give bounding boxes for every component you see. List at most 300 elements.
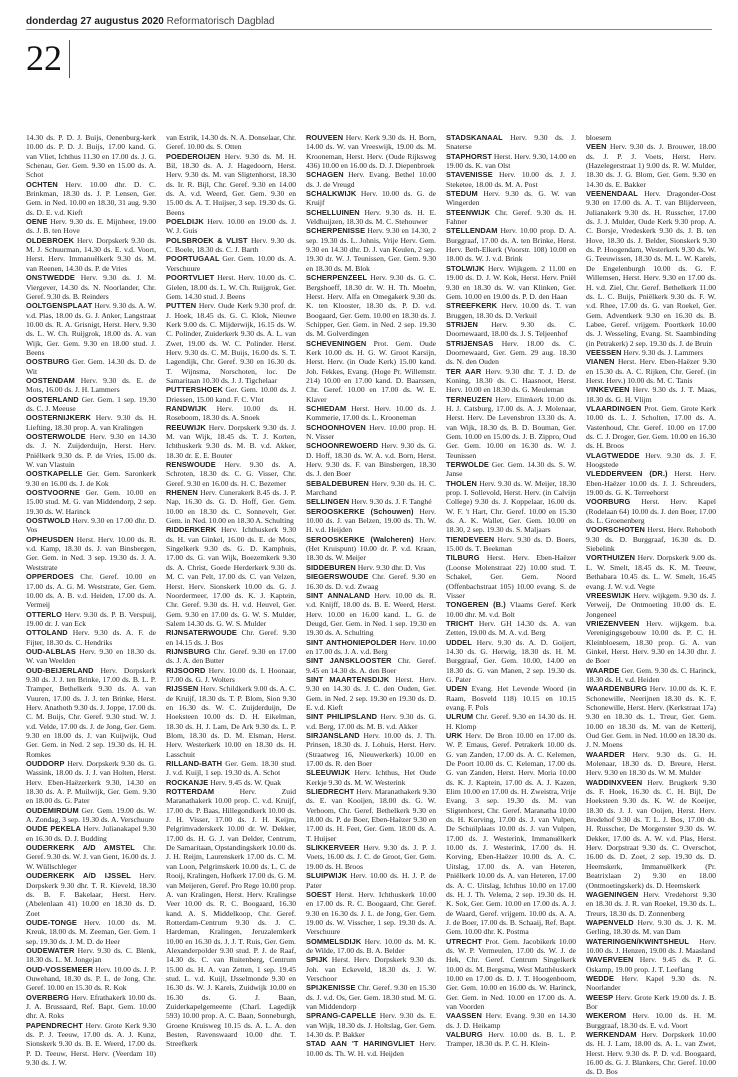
listing-entry bbox=[306, 983, 436, 1011]
listing-entry bbox=[306, 189, 436, 208]
entry-place-name: WAGENINGEN bbox=[586, 889, 639, 899]
entry-place-name: TERWOLDE bbox=[446, 460, 489, 470]
entry-place-name: VAASSEN bbox=[446, 1011, 482, 1021]
listing-entry bbox=[586, 404, 716, 451]
entry-service-text: 14.30 ds. P. D. J. Buijs, Oenenburg-kerk 10.00 ds. P. D. J. Buijs, 17.00 kand. G. van Vliet, Ichthus 11.30 en 17.00 ds. J. G. Schenau, Ger. Gem. 9.30 en 15.00 ds. A. Schot bbox=[26, 133, 156, 180]
listing-entry bbox=[306, 638, 436, 657]
listing-entry bbox=[26, 572, 156, 609]
entry-service-text: Herv. Wijkgem. 2 11.00 en 19.00 ds. D. J. W. Kok, Herst. Herv. Pniël 9.30 en 18.30 ds. W. van Klinken, Ger. Gem. 10.00 en 19.00 ds. P. D. den Haan bbox=[446, 263, 576, 301]
entry-service-text: Herv. 9.30 ds. G. v.d. Berg, 17.00 ds. M. B. v.d. Akker bbox=[306, 712, 436, 731]
entry-place-name: SIEGERSWOUDE bbox=[306, 572, 369, 582]
entry-service-text: Evang. Het Levende Woord (in Raam, Bosveld 118) 10.15 en 10.15 evang. F. Pols bbox=[446, 684, 576, 712]
entry-service-text: Ger. Gem. 10.00 ds. A. Verschuure bbox=[166, 254, 296, 273]
entry-service-text: Herv. 9.30 ds. J. M. Viergever, 14.30 ds. N. Noorlander, Chr. Geref. 9.30 ds. B. Reinders bbox=[26, 273, 157, 301]
listing-entry bbox=[26, 535, 156, 572]
entry-service-text: Herv. 9.30 en 18.30 ds. W. van Weelden bbox=[26, 646, 157, 666]
entry-place-name: VRIEZENVEEN bbox=[586, 618, 640, 628]
entry-service-text: Prot. Gem. Oude Kerk 10.00 ds. H. G. W. Groot Karsijn, Herst. Herv. (in Oude Kerk) 15.00 kand. Joh. Fekkes, Evang. (Hoge Pr. Willemstr. 214) 10.00 en 17.00 kand. D. Baarssen, Chr. Geref. 10.00 en 17.00 ds. W. E. Klaver bbox=[306, 338, 436, 404]
entry-service-text: Herv. Ichthuskerk 9.30 ds. H. van Ginkel, 16.00 ds. E. de Mots, Singelkerk 9.30 ds. G. D. Kamphuis, 17.00 ds. G. van Wijk, Boezemkerk 9.30 ds. A. Christ, Goede Herderkerk 9.30 ds. M. C. van Pelt, 17.00 ds. C. van Velzen, Herst. Herv. Sionskerk 10.00 ds. G. J. Noordermeer, 17.00 ds. K. J. Kaptein, Chr. Geref. 9.30 ds. H. v.d. Heuvel, Ger. Gem. 9.30 en 17.00 ds. G. W. S. Mulder, Salem 14.30 ds. G. W. S. Mulder bbox=[166, 525, 296, 628]
entry-place-name: VOORBURG bbox=[586, 497, 631, 507]
entry-place-name: SINT PHILIPSLAND bbox=[306, 712, 378, 722]
entry-service-text: Herv. Dorpskerk 9.30 ds. J. M. van Wijk, 18.45 ds. T. J. Korten, Ichthuskerk 9.30 ds. M. B. v.d. Akker, 18.30 dr. E. E. Bouter bbox=[166, 422, 296, 460]
entry-service-text: Herv. wijkgem. 9.30 ds. J. Verweij, De Ontmoeting 10.00 ds. E. Jongeneel bbox=[586, 590, 716, 619]
entry-place-name: VORTHUIZEN bbox=[586, 553, 636, 563]
listing-entry bbox=[306, 273, 436, 338]
listing-column-5 bbox=[586, 133, 716, 1077]
entry-service-text: Chr. Geref. 9.30 en 15.30 ds. J. v.d. Os, Ger. Gem. 18.30 stud. M. G. van Middendorp bbox=[306, 983, 436, 1011]
entry-service-text: Herv. 9.30 dhr. T. J. D. de Koning, 18.30 ds. C. Haasnoot, Herst. Herv. 10.00 en 18.30 ds. G. Meuleman bbox=[446, 366, 577, 395]
entry-place-name: SOMMELSDIJK bbox=[306, 936, 362, 946]
entry-service-text: Herv. Julianakapel 9.30 en 16.30 ds. D. J. Budding bbox=[26, 824, 157, 843]
entry-service-text: Herv. Evang. Bethel 10.00 ds. J. de Vreugd bbox=[306, 170, 436, 189]
entry-service-text: Herv. 10.00 ds. I. Hoonaar, 17.00 ds. G. J. Wolters bbox=[166, 665, 296, 684]
entry-service-text: Herv. 10.00 ds. J. van Belzen, 19.00 ds. Th. W. H. v.d. Heijden bbox=[306, 506, 436, 535]
entry-service-text: Herv. 10.00 ds. J. Th. Prinsen, 18.30 ds. J. Lohuis, Herst. Herv. (Straatweg 16, Nieuwerkerk) 10.00 en 17.00 ds. R. den Boer bbox=[306, 731, 436, 769]
entry-place-name: OUD-BEIJERLAND bbox=[26, 665, 94, 675]
listing-entry bbox=[166, 759, 296, 778]
entry-service-text: Herv. 9.30 ds. D. Boers, 15.00 ds. T. Beekman bbox=[446, 534, 576, 554]
entry-service-text: Ger. Gem. 19.00 ds. W. A. Zondag, 3 sep. 19.30 ds. A. Verschuure bbox=[26, 805, 156, 825]
entry-place-name: STRIJEN bbox=[446, 319, 478, 329]
entry-service-text: Herv. GH 14.30 ds. A. van Zetten, 19.00 ds. M. A. v.d. Berg bbox=[446, 618, 576, 638]
listing-entry bbox=[166, 460, 296, 488]
entry-service-text: Herv. 9.30 ds. G. D. Hoff, 18.30 ds. W. A. v.d. Born, Herst. Herv. 9.30 ds. F. van Binsbergen, 18.30 ds. J. den Boer bbox=[306, 441, 436, 479]
entry-service-text: Chr. Geref. 10.00 en 17.00 ds. A. G. M. Weststrate, Ger. Gem. 10.00 ds. A. B. v.d. Heiden, 17.00 ds. A. Vermeij bbox=[26, 572, 157, 610]
entry-place-name: OUD-ALBLAS bbox=[26, 646, 76, 656]
entry-place-name: OENE bbox=[26, 217, 48, 227]
entry-service-text: Chr. Geref. 9.30 ds. W. J. van Gent, 16.00 ds. J. W. Wüllschleger bbox=[26, 843, 156, 871]
listing-entry bbox=[586, 666, 716, 685]
entry-service-text: Herv. 9.30 ds. J. Snaterse bbox=[446, 133, 576, 152]
entry-place-name: WADDINXVEEN bbox=[586, 777, 643, 787]
entry-service-text: Herv. 10.00 prop. H. N. Visser bbox=[306, 422, 436, 441]
entry-place-name: ROUVEEN bbox=[306, 133, 344, 142]
entry-place-name: TERNEUZEN bbox=[446, 394, 493, 404]
listing-entry bbox=[306, 731, 436, 768]
listing-entry bbox=[446, 189, 576, 208]
entry-service-text: Herst. Herv. Ichthuskerk 10.00 en 17.00 ds. R. C. Boogaard, Chr. Geref. 9.30 en 16.30 ds. J. L. de Jong, Ger. Gem. 19.00 ds. W. Visscher, 1 sep. 19.30 ds. A. Verschuure bbox=[306, 889, 436, 937]
listing-entry bbox=[446, 170, 576, 189]
listing-entry bbox=[586, 591, 716, 619]
listing-entry bbox=[26, 376, 156, 395]
entry-service-text: Herst. Herv. 10.00 ds. J. Kommerie, 17.00 ds. L. Krooneman bbox=[306, 403, 436, 423]
listing-entry bbox=[26, 647, 156, 666]
entry-service-text: Herv. 9.30 ds. G. H. Molenaar, 18.30 ds. D. Breure, Herst. Herv. 9.30 en 18.30 ds. W. M. Mulder bbox=[586, 749, 716, 778]
entry-place-name: OOSTERLAND bbox=[26, 394, 79, 404]
listing-entry bbox=[26, 488, 156, 516]
listing-entry bbox=[446, 208, 576, 227]
entry-service-text: Herv. 9.30 en 14.30, 2 sep. 19.30 ds. L. Johnis, Vrije Herv. Gem. 9.30 en 14.30 dhr. D. J. van Keulen, 2 sep. 19.30 dr. W. J. Teunissen, Ger. Gem. 9.30 en 18.30 ds. M. Blok bbox=[306, 226, 436, 273]
listing-entry bbox=[586, 890, 716, 918]
listing-entry bbox=[26, 628, 156, 647]
entry-place-name: VLAARDINGEN bbox=[586, 403, 642, 413]
listing-entry bbox=[446, 301, 576, 320]
entry-service-text: Herv. 10.00 ds. B. L. P. Tramper, 18.30 ds. P. C. H. Klein- bbox=[446, 1030, 577, 1049]
entry-service-text: Ger. Gem. 14.30 ds. D. de Wit bbox=[26, 357, 156, 376]
entry-place-name: SPRANG-CAPELLE bbox=[306, 1011, 376, 1021]
listing-entry bbox=[586, 993, 716, 1012]
entry-place-name: SCHOONREWOERD bbox=[306, 441, 379, 451]
entry-service-text: Herv. Dorpskerk 9.30 ds. M. J. Schuurman, 14.30 ds. E. v.d. Voort, Herst. Herv. Immanuëlkerk 9.30 ds. M. van Reenen, 14.30 ds. P. de Vries bbox=[26, 235, 156, 273]
entry-place-name: OUDE PEKELA bbox=[26, 824, 81, 834]
listing-entry bbox=[306, 1011, 436, 1039]
entry-service-text: Herv. 9.30 ds. E. Mijnheer, 19.00 ds. J. B. ten Hove bbox=[26, 217, 156, 236]
entry-place-name: SLUIPWIJK bbox=[306, 871, 348, 881]
entry-service-text: Herv. 9.30 ds. H. E. Veldhuijzen, 18.30 ds. M. C. Stehouwer bbox=[306, 207, 436, 227]
entry-place-name: WEKEROM bbox=[586, 1011, 627, 1021]
entry-service-text: Herst. Herv. Rehoboth 9.30 ds. D. Burggraaf, 16.30 ds. D. Siebelink bbox=[586, 525, 716, 554]
entry-service-text: Herv. 9.30 ds. A. W. v.d. Plas, 18.00 ds. G. J. Anker, Langstraat 10.00 ds. R. A. Grisnigt, Herst. Herv. 9.30 ds. L. W. Ch. Ruijgrok, 18.00 ds. A. van Wijk, Ger. Gem. 9.30 en 18.00 stud. J. Beens bbox=[26, 301, 156, 357]
entry-place-name: OOLTGENSPLAAT bbox=[26, 301, 93, 311]
entry-place-name: SINT MAARTENSDIJK bbox=[306, 674, 390, 684]
entry-place-name: VALBURG bbox=[446, 1030, 483, 1039]
entry-service-text: Herv. Vredehorst 9.30 en 18.30 ds. J. R. van Roekel, 19.30 ds. L. Treurs, 18.30 ds. D. Zonnenberg bbox=[586, 889, 716, 918]
entry-service-text: Herst. Herv. Kapel (Rodelaan 64) 10.00 ds. J. den Boer, 17.00 ds. L. Groenenberg bbox=[586, 497, 716, 526]
listing-entry bbox=[446, 460, 576, 479]
entry-service-text: Ger. Gem. Saronkerk 9.30 en 16.00 ds. J. de Kok bbox=[26, 469, 157, 488]
listing-entry bbox=[26, 180, 156, 217]
listing-entry bbox=[306, 591, 436, 638]
entry-service-text: Herv. 10.00 ds. M. K. de Wilde, 17.00 ds. B. A. Belder bbox=[306, 936, 436, 955]
entry-service-text: Herst. Herv. 10.00 ds. C. Gielen, 18.00 ds. L. W. Ch. Ruijgrok, Ger. Gem. 14.30 stud. J. Beens bbox=[166, 273, 296, 301]
entry-place-name: STAVENISSE bbox=[446, 170, 493, 180]
listing-entry bbox=[26, 357, 156, 376]
entry-place-name: RIJNSBURG bbox=[166, 646, 211, 656]
entry-service-text: Herv. (Het Kruispunt) 10.00 dr. P. v.d. Kraan, 18.30 ds. W. Meijer bbox=[306, 534, 436, 563]
entry-service-text: Herv. 10.00 ds. Th. W. H. v.d. Heijden bbox=[306, 1039, 436, 1058]
entry-place-name: OUDEWATER bbox=[26, 945, 75, 955]
listing-entry bbox=[306, 787, 436, 843]
entry-place-name: POELDIJK bbox=[166, 217, 204, 227]
entry-service-text: Herv. 9.30 ds. C. Doornewaard, 18.00 ds. J. S. Teljeenhof bbox=[446, 319, 576, 339]
listing-entry bbox=[306, 507, 436, 535]
entry-place-name: STOLWIJK bbox=[446, 263, 485, 273]
listing-entry bbox=[306, 1039, 436, 1058]
entry-place-name: SCHAGEN bbox=[306, 170, 344, 180]
header-rule bbox=[26, 29, 712, 30]
listing-entry bbox=[306, 768, 436, 787]
entry-place-name: SPIJK bbox=[306, 955, 328, 965]
header-date: donderdag 27 augustus 2020 bbox=[26, 16, 164, 27]
listing-entry bbox=[166, 254, 296, 273]
entry-place-name: OUDERKERK A/D IJSSEL bbox=[26, 871, 131, 881]
listing-entry bbox=[26, 236, 156, 273]
listing-entry bbox=[26, 469, 156, 488]
entry-service-text: Herv. 9.30 ds. J. K. M. Gerling, 18.30 ds. M. van Dam bbox=[586, 917, 716, 937]
listing-entry bbox=[306, 535, 436, 563]
listing-entry bbox=[26, 946, 156, 965]
entry-place-name: SCHIEDAM bbox=[306, 403, 347, 413]
entry-place-name: RIJSSEN bbox=[166, 684, 199, 694]
entry-place-name: SEROOSKERKE (Walcheren) bbox=[306, 534, 414, 544]
entry-place-name: OUDDORP bbox=[26, 759, 65, 769]
listing-entry bbox=[166, 488, 296, 525]
entry-service-text: Herv. 18.00 ds. C. Doornewaard, Ger. Gem. 29 aug. 18.30 ds. N. den Ouden bbox=[446, 338, 576, 367]
entry-service-text: Herv. 9.30 ds. C. Boele, 18.30 ds. C. J. Barth bbox=[166, 235, 297, 255]
entry-service-text: Herv. 9.30 dhr. D. Vos bbox=[357, 562, 426, 572]
entry-service-text: Herst. Herv. 9.30 en 14.30 ds. J. C. den Ouden, Ger. Gem. in Ned. 2 sep. 19.30 en 19.30 ds. D. E. v.d. Kieft bbox=[306, 674, 436, 712]
listing-entry bbox=[586, 1030, 716, 1077]
listing-entry bbox=[446, 1011, 576, 1030]
entry-place-name: SCHERPENZEEL bbox=[306, 273, 368, 283]
entry-service-text: Herv. Dorpskerk 9.30 dhr. T. R. Kieveld, 18.30 ds. B. F. Bakelaar, Herst. Herv. (Abelenlaan 41) 10.00 en 18.30 ds. D. Zoet bbox=[26, 871, 156, 918]
entry-service-text: Herv. 9.30 ds. H. Liefting, 18.30 prop. A. van Kralingen bbox=[26, 413, 156, 432]
entry-place-name: OOSTENDAM bbox=[26, 375, 75, 385]
entry-place-name: PUTTERSHOEK bbox=[166, 385, 223, 395]
entry-place-name: ROTTERDAM bbox=[166, 787, 215, 797]
listing-entry bbox=[26, 610, 156, 629]
entry-service-text: Herv. 9.45 ds. W. Quak bbox=[210, 777, 281, 787]
listing-entry bbox=[446, 320, 576, 339]
entry-service-text: Herv. 10.00 ds. H. M. Burggraaf, 18.30 ds. E. v.d. Voort bbox=[586, 1011, 716, 1030]
entry-place-name: OUDERKERK A/D AMSTEL bbox=[26, 843, 135, 853]
entry-place-name: WAARDE bbox=[586, 665, 620, 675]
entry-service-text: Herv. 9.30 en 14.30 ds. J. N. Zuijderduijn, Herst. Herv. Pniëlkerk 9.30 ds. P. de Vries, 15.00 ds. W. van Vlastuin bbox=[26, 432, 156, 470]
entry-service-text: Chr. Geref. 9.45 en 14.30 ds. A. den Boer bbox=[306, 656, 436, 675]
entry-place-name: OOSTVOORNE bbox=[26, 488, 80, 498]
entry-place-name: PUTTEN bbox=[166, 301, 197, 311]
listing-entry bbox=[26, 273, 156, 301]
listing-entry bbox=[586, 974, 716, 993]
listing-entry bbox=[586, 778, 716, 890]
listing-entry bbox=[446, 152, 576, 171]
entry-service-text: Herv. Ichthus, Het Oude Kerkje 9.30 ds. M. W. Westerink bbox=[306, 768, 436, 787]
entry-service-text: Herv. 9.45 ds. P. G. Oskamp, 19.00 prop. J. T. Leeflang bbox=[586, 955, 717, 974]
entry-place-name: RILLAND-BATH bbox=[166, 759, 223, 769]
listing-column-1 bbox=[26, 133, 156, 1077]
entry-service-text: Herv. Grote Kerk 9.30 ds. P. J. Teeuw, 17.00 ds. A. J. Kunz, Sionskerk 9.30 ds. B. E. Weerd, 17.00 ds. P. D. Teeuw, Herst. Herv. (Veerdam 10) 9.30 ds. J. W. bbox=[26, 1020, 156, 1068]
entry-service-text: Herv. 9.30 ds. C. Blenk, 18.30 ds. L. M. Jongejan bbox=[26, 945, 156, 965]
entry-service-text: Herst. Herv. Eben-Haëzer 9.30 en 15.30 ds. A. C. Rijken, Chr. Geref. (in Herst. Herv.) 10.00 ds. M. C. Tanis bbox=[586, 357, 716, 385]
entry-place-name: OPHEUSDEN bbox=[26, 534, 74, 544]
header-newspaper-name: Reformatorisch Dagblad bbox=[166, 16, 275, 27]
church-services-listing bbox=[26, 133, 717, 1077]
entry-place-name: SLIEDRECHT bbox=[306, 787, 355, 797]
listing-entry bbox=[306, 479, 436, 498]
listing-entry bbox=[586, 955, 716, 974]
listing-entry bbox=[586, 684, 716, 749]
entry-place-name: SCHOONHOVEN bbox=[306, 422, 366, 432]
listing-entry bbox=[306, 843, 436, 871]
entry-place-name: TONGEREN (B.) bbox=[446, 600, 506, 610]
listing-entry bbox=[586, 525, 716, 553]
listing-entry bbox=[306, 497, 436, 506]
entry-service-text: Herv. Evang. 9.30 en 14.30 ds. J. D. Heikamp bbox=[446, 1011, 576, 1030]
listing-entry bbox=[586, 348, 716, 357]
entry-place-name: OVERBERG bbox=[26, 992, 70, 1002]
entry-place-name: OOSTBURG bbox=[26, 357, 70, 367]
entry-place-name: STEDUM bbox=[446, 189, 478, 199]
entry-service-text: Herv. 10.00 ds. H. J. P. de Pater bbox=[306, 871, 436, 890]
entry-service-text: Herv. Cunerakerk 8.45 ds. J. P. Nap, 16.30 ds. G. D. Hoff, Ger. Gem. 10.00 en 18.30 ds. C. Sonnevelt, Ger. Gem. in Ned. 10.00 en 18.30 A. Schulting bbox=[166, 488, 296, 526]
listing-entry bbox=[166, 628, 296, 647]
listing-entry bbox=[166, 385, 296, 404]
listing-entry bbox=[446, 339, 576, 367]
entry-place-name: OLDEBROEK bbox=[26, 235, 75, 245]
entry-place-name: SOEST bbox=[306, 889, 332, 899]
entry-place-name: SIDDEBUREN bbox=[306, 562, 356, 572]
listing-entry bbox=[166, 778, 296, 787]
entry-service-text: Herv. Oude Kerk 9.30 prof. dr. J. Hoek, 18.45 ds. G. C. Klok, Nieuwe Kerk 9.00 ds. C. Mijderwijk, 16.15 ds. W. C. Polinder, Zuiderkerk 9.30 ds. A. L. van Zwet, 19.00 ds. W. C. Polinder. Herst. Herv. 9.30 ds. C. M. Buijs, 16.00 ds. S. T. Lagendijk, Chr. Geref. 9.30 en 16.30 ds. T. Wijnsma, Norschoten, loc. De Samaritaan 10.30 ds. J. J. Tigchelaar bbox=[166, 301, 296, 385]
entry-service-text: Herv. 9.30 ds. H. C. Marchand bbox=[306, 478, 436, 498]
entry-place-name: WAARDENBURG bbox=[586, 684, 648, 694]
entry-service-text: Herv. 9.30 ds. J. F. Tanghé bbox=[351, 497, 432, 507]
listing-entry bbox=[306, 675, 436, 712]
listing-column-2 bbox=[166, 133, 296, 1077]
entry-place-name: WAVERVEEN bbox=[586, 955, 634, 965]
entry-service-text: Herv. 9.30 ds. P. B. Verspuij, 19.00 dr. J. van Eck bbox=[26, 609, 156, 628]
entry-place-name: REEUWIJK bbox=[166, 422, 206, 432]
entry-place-name: WATERINGEN/KWINTSHEUL bbox=[586, 936, 689, 946]
entry-place-name: TRICHT bbox=[446, 618, 474, 628]
entry-service-text: Herv. Grote Kerk 19.00 ds. J. B. Bor bbox=[586, 992, 716, 1011]
entry-service-text: Herv. 10.00 ds. K. F. Schonewille, Neerijnen 18.30 ds. K. F. Schonewille, Herst. Herv. (Kerkstraat 17a) 9.30 en 18.30 ds. L. Treur, Ger. Gem. 10.00 en 18.30 ds. M. van de Ketterij, Oud Ger. Gem. in Ned. 10.00 en 18.30 ds. J. N. Moens bbox=[586, 684, 716, 750]
entry-service-text: van Estrik, 14.30 ds. N. A. Donselaar, Chr. Geref. 10.00 ds. S. Otten bbox=[166, 133, 296, 152]
entry-place-name: STRIJENSAS bbox=[446, 338, 494, 348]
listing-entry bbox=[26, 516, 156, 535]
entry-place-name: VEEN bbox=[586, 142, 607, 152]
entry-service-text: Chr. Geref. 9.30 en 14.30 ds. H. H. Klomp bbox=[446, 712, 576, 731]
listing-entry bbox=[586, 1011, 716, 1030]
listing-entry bbox=[586, 385, 716, 404]
listing-entry bbox=[306, 170, 436, 189]
listing-entry bbox=[446, 731, 576, 937]
listing-entry bbox=[26, 824, 156, 843]
entry-place-name: TILBURG bbox=[446, 553, 480, 563]
entry-place-name: TIENDEVEEN bbox=[446, 534, 495, 544]
entry-service-text: Ger. Gem. 14.30 ds. S. W. Janse bbox=[446, 460, 576, 479]
listing-entry bbox=[26, 432, 156, 469]
entry-place-name: OOSTERWOLDE bbox=[26, 432, 86, 441]
entry-service-text: Herv. 10.00 ds. R. v.d. Knijff, 18.00 ds. B. E. Weerd, Herst. Herv. 10.00 en 16.00 kand. L. G. de Deugd, Ger. Gem. in Ned. 1 sep. 19.30 en 19.30 ds. A. Schulting bbox=[306, 590, 437, 638]
listing-entry bbox=[586, 918, 716, 937]
entry-service-text: Vlaams Geref. Kerk 10.00 dhr. M. v.d. Bolt bbox=[446, 600, 576, 619]
entry-place-name: UTRECHT bbox=[446, 936, 483, 946]
listing-entry bbox=[446, 600, 576, 619]
entry-place-name: SCHERPENISSE bbox=[306, 226, 366, 236]
listing-entry bbox=[166, 684, 296, 759]
entry-place-name: SLIKKERVEER bbox=[306, 843, 360, 853]
entry-service-text: Prot. Gem. Grote Kerk 10.00 ds. L. J. Scholten, 17.00 ds. A. Vastenhoud, Chr. Geref. 10.00 en 17.00 ds. C. J. Droger, Ger. Gem. 10.00 en 16.30 ds. H. Broos bbox=[586, 403, 716, 451]
listing-entry bbox=[306, 563, 436, 572]
entry-place-name: OUD-VOSSEMEER bbox=[26, 964, 94, 974]
entry-place-name: WAPENVELD bbox=[586, 917, 634, 927]
page-header bbox=[26, 16, 712, 27]
entry-service-text: Herv. 9.30 ds. A. D. Goijert, 14.30 ds. G. Herwig, 18.30 ds. H. M. Burggraaf, Ger. Gem. 10.00, 14.00 en 18.30 ds. G. van Manen, 2 sep. 19.30 ds. G. Pater bbox=[446, 637, 576, 684]
entry-place-name: OTTERLO bbox=[26, 609, 63, 619]
listing-entry bbox=[306, 423, 436, 442]
listing-entry bbox=[166, 787, 296, 1049]
listing-entry bbox=[166, 301, 296, 385]
listing-entry bbox=[446, 264, 576, 301]
entry-place-name: OOSTKAPELLE bbox=[26, 469, 83, 479]
entry-service-text: Herv. 10.00 ds. J. P. Ouwehand, 18.30 ds. P. L. de Jong, Chr. Geref. 10.00 en 15.30 ds. R. Kok bbox=[26, 964, 156, 993]
listing-entry bbox=[586, 619, 716, 666]
entry-service-text: Herst. Herv. 9.30, 14.00 en 19.00 ds. K. van Olst bbox=[446, 151, 576, 171]
listing-entry bbox=[446, 226, 576, 263]
entry-service-text: Chr. Geref. 9.30 en 17.00 ds. J. A. den Butter bbox=[166, 646, 297, 666]
entry-service-text: Chr. Geref. 9.30 en 14.15 ds. J. Bos bbox=[166, 628, 296, 647]
entry-service-text: Herv. 10.00 ds. M. Kreuk, 18.00 ds. M. Zeeman, Ger. Gem. 1 sep. 19.30 ds. J. M. D. de Heer bbox=[26, 917, 156, 946]
entry-service-text: Herv. 9.30 ds. W. Meijer, 18.30 prop. I. Sollevold, Herst. Herv. (in Calvijn College) 9.30 ds. J. Koppelaar, 16.00 ds. W. F. 't Hart, Chr. Geref. 10.00 en 15.30 ds. A. K. Wallet, Ger. Gem. 10.00 en 18.30, 2 sep. 19.30 ds. S. Maljaars bbox=[446, 478, 577, 535]
listing-entry bbox=[306, 226, 436, 273]
entry-place-name: UDDEL bbox=[446, 637, 472, 647]
entry-service-text: Chr. Geref. 9.30 ds. H. Fahner bbox=[446, 207, 576, 227]
entry-service-text: Herv. Schildkerk 9.00 ds. A. C. de Kruijf, 18.30 ds. T. P. Blom, Sion 9.30 en 16.30 ds. W. C. Zuijderduijn, De Hoeksteen 10.00 ds. D. H. Eikelman, 18.30 ds. H. J. Lam, De Ark 9.30 ds. L. P. Blom, 18.30 ds. D. M. Elsman, Herst. Herv. Westerkerk 10.00 en 18.30 ds. H. Lasschuit bbox=[166, 684, 297, 759]
entry-place-name: VIANEN bbox=[586, 357, 615, 367]
entry-place-name: RANDWIJK bbox=[166, 403, 207, 413]
entry-place-name: OUDEMIRDUM bbox=[26, 805, 79, 815]
listing-entry bbox=[306, 404, 436, 423]
listing-entry bbox=[26, 759, 156, 806]
page-number-divider bbox=[69, 40, 70, 78]
entry-service-text: Ger. Gem. 9.30 ds. C. Harinck, 18.30 ds. H. v.d. Heiden bbox=[586, 665, 716, 684]
listing-entry bbox=[26, 993, 156, 1021]
listing-entry bbox=[26, 301, 156, 357]
entry-service-text: Herst. Herv. Dorpskerk 9.30 ds. Joh. van Eckeveld, 18.30 ds. J. W. Verschoor bbox=[306, 955, 436, 983]
listing-entry bbox=[446, 133, 576, 152]
entry-service-text: Herst. Herv. Eben-Haëzer (Loonse Molenstraat 22) 10.00 stud. T. Schakel, Ger. Gem. Noord (Offenbachstraat 105) 10.00 evang. S. de Visser bbox=[446, 553, 576, 600]
entry-service-text: Prot. Gem. Jacobikerk 10.00 ds. W. P. Vermeulen, 17.00 ds. W. J. de Hek, Chr. Geref. Centrum Singelkerk 10.00 ds. M. Bergsma, West Matthëuskerk 10.00 en 17.00 ds. D. J. T. Hoogenboom, Ger. Gem. 10.00 en 16.00 ds. W. Harinck, Ger. Gem. in Ned. 10.00 en 17.00 ds. A. van Voorden bbox=[446, 936, 576, 1011]
entry-service-text: Herv. Kapel 9.30 ds. N. Noorlander bbox=[586, 973, 716, 993]
listing-entry bbox=[306, 208, 436, 227]
entry-place-name: SCHELLUINEN bbox=[306, 207, 360, 217]
entry-place-name: OCHTEN bbox=[26, 179, 58, 189]
entry-service-text: Herv. 10.00 ds. J. J. Steketee, 18.00 ds. M. A. Post bbox=[446, 170, 576, 189]
entry-place-name: SINT JANSKLOOSTER bbox=[306, 656, 392, 666]
entry-place-name: STREEFKERK bbox=[446, 301, 498, 311]
listing-entry bbox=[166, 217, 296, 236]
entry-place-name: SINT ANTHONIEPOLDER bbox=[306, 637, 397, 647]
entry-service-text: Herv. 10.00 ds. T. van Bruggen, 18.30 ds. D. Verkuil bbox=[446, 301, 576, 320]
entry-place-name: WERKENDAM bbox=[586, 1030, 637, 1039]
entry-place-name: VLAGTWEDDE bbox=[586, 450, 640, 460]
listing-entry bbox=[306, 937, 436, 956]
entry-service-text: Herv. 9.30 en 17.00 dhr. D. Vos bbox=[26, 516, 156, 535]
listing-entry bbox=[306, 871, 436, 890]
entry-place-name: OOSTERNIJKERK bbox=[26, 413, 91, 423]
listing-entry bbox=[166, 236, 296, 255]
listing-entry bbox=[446, 395, 576, 460]
entry-place-name: POEDEROIJEN bbox=[166, 151, 221, 161]
entry-place-name: OPPERDOES bbox=[26, 572, 74, 582]
entry-service-text: Herv. Maranathakerk 9.30 ds. E. van Kooijen, 18.00 ds. G. W. Verboom, Chr. Geref. Bethelkerk 9.30 en 18.00 ds. P. de Boer, Eben-Haëzer 9.30 en 17.00 ds. H. Feet, Ger. Gem. 18.00 ds. A. T. Huijser bbox=[306, 787, 436, 843]
entry-service-text: Ger. Gem. 18.30 stud. J. v.d. Kuijl, 1 sep. 19.30 ds. A. Schot bbox=[166, 759, 296, 778]
page-number: 22 bbox=[26, 38, 62, 78]
entry-service-text: Herv. Elimkerk 10.00 ds. H. J. Catsburg, 17.00 ds. A. J. Molenaar, Herst. Herv. De Levensbron 13.30 ds. A. van Wijk, 18.30 ds. B. D. Bouman, Ger. Gem. 10.00 en 15.00 ds. J. B. Zippro, Oud Ger. Gem. 10.00 en 16.30 ds. W. J. Teunissen bbox=[446, 394, 576, 460]
listing-entry bbox=[166, 273, 296, 301]
listing-entry bbox=[586, 189, 716, 348]
entry-service-text: Herv. 10.00 en 17.00 ds. J. A. v.d. Berg bbox=[306, 637, 437, 656]
entry-place-name: RIDDERKERK bbox=[166, 525, 217, 535]
listing-entry bbox=[26, 871, 156, 918]
entry-place-name: SCHALKWIJK bbox=[306, 189, 357, 199]
entry-place-name: VINKEVEEN bbox=[586, 385, 630, 395]
listing-entry bbox=[26, 1021, 156, 1068]
entry-place-name: RHENEN bbox=[166, 488, 198, 498]
entry-place-name: POLSBROEK & VLIST bbox=[166, 235, 248, 245]
listing-entry bbox=[446, 684, 576, 712]
entry-service-text: Ger. Gem. 10.00 ds. J. Driessen, 15.00 kand. F. C. Vlot bbox=[166, 385, 296, 404]
entry-service-text: Herv. 9.30 ds. A. F. de Fijter, 18.30 ds. C. Hendriks bbox=[26, 628, 156, 647]
entry-place-name: SINT ANNALAND bbox=[306, 590, 371, 600]
entry-service-text: Herv. Dorpskerk 10.00 ds. H. J. Lam, 18.00 ds. A. L. van Zwet, Herst. Herv. 9.30 ds. P. D. v.d. Boogaard, 16.00 ds. G. J. Blankers, Chr. Geref. 10.00 ds. D. Bos bbox=[586, 1030, 716, 1077]
entry-place-name: PAPENDRECHT bbox=[26, 1020, 83, 1030]
entry-place-name: STAPHORST bbox=[446, 151, 492, 161]
entry-service-text: Herv. 9.30 ds. E. de Mots, 16.00 ds. J. H. Lammers bbox=[26, 375, 156, 395]
entry-service-text: Herv. Brugkerk 9.30 ds. F. Hoek, 16.30 ds. C. H. Bijl, De Hoeksteen 9.30 ds. K. W. de Koeijer, 18.30 ds. J. J. van Ooijen, Herst. Herv. Bredehof 9.30 ds. T. L. J. Bos, 17.00 ds. H. Russcher, De Morgenster 9.30 ds. W. Dekker, 17.00 ds. A. W. v.d. Plas, Herst. Herv. Dorpstraat 9.30 ds. C. Overschot, 16.00 ds. D. Zoet, 2 sep. 19.30 ds. D. Heemskerk, Immanuëlkerk (Pr. Beatrixlaan 2) 9.30 en 18.00 (Ontmoetingskerk) ds. D. Heemskerk bbox=[586, 777, 716, 890]
entry-place-name: SEROOSKERKE (Schouwen) bbox=[306, 506, 414, 516]
